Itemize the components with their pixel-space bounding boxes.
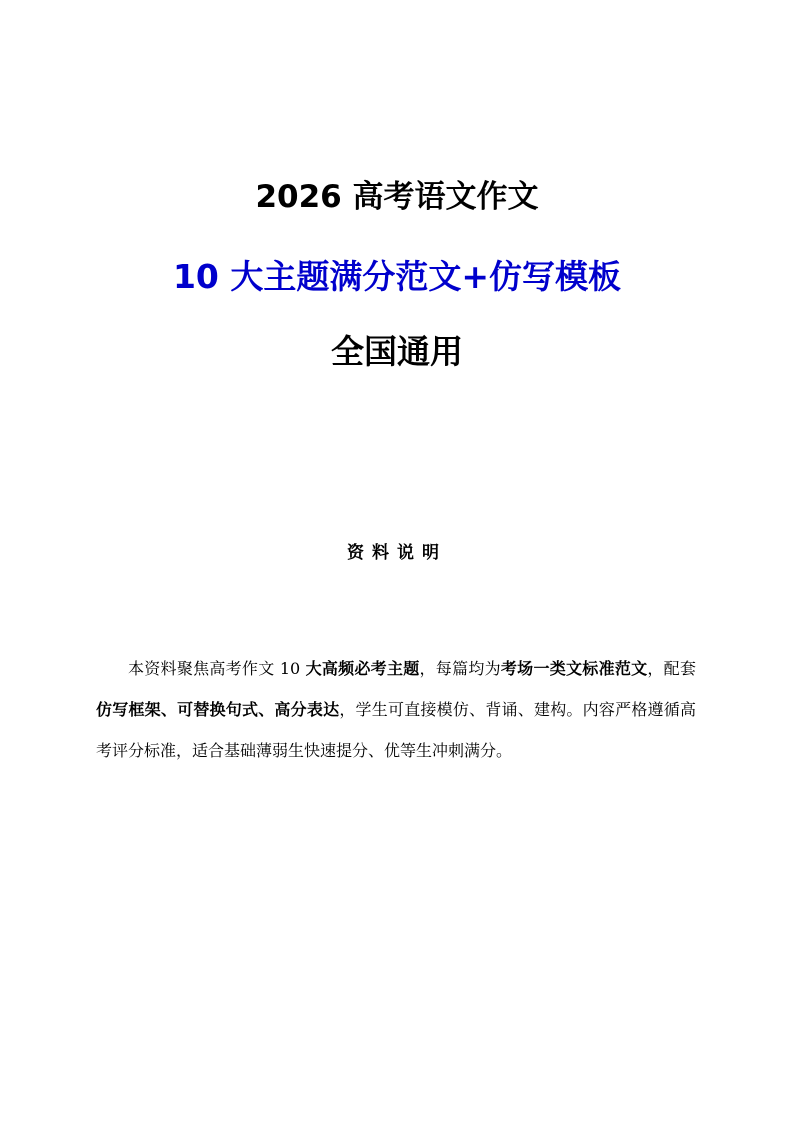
document-subtitle: 10 大主题满分范文+仿写模板: [172, 257, 622, 296]
section-heading: 资料说明: [347, 543, 447, 563]
description-highlight: 仿写框架、可替换句式、高分表达: [96, 700, 340, 719]
description-highlight: 考场一类文标准范文: [500, 659, 648, 678]
description-highlight: 大高频必考主题: [305, 659, 420, 678]
description-text: ，学生可直接模仿、背诵、建构。内容严格遵循高考评分标准，适合基础薄弱生快速提分、优等生冲刺满分。: [96, 700, 696, 760]
description-paragraph: [96, 648, 696, 771]
description-text: 本资料聚焦高考作文 10: [128, 659, 306, 678]
document-scope: 全国通用: [331, 332, 463, 371]
description-text: ，每篇均为: [419, 659, 501, 678]
description-text: ，配套: [647, 659, 696, 678]
document-title: 2026 高考语文作文: [255, 179, 539, 215]
